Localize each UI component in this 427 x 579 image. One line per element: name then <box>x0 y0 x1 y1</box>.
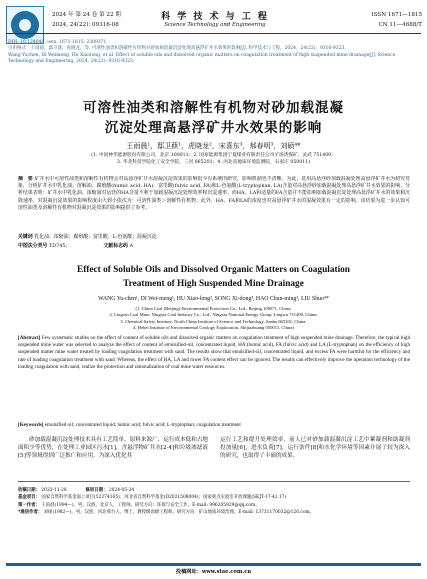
fund-label: 基金项目： <box>18 495 40 501</box>
keywords-en-label: [Keywords] <box>18 422 44 428</box>
fund-line <box>18 494 410 501</box>
doc-code-value: A <box>129 243 134 249</box>
received-line <box>18 487 410 494</box>
body-column-left: 砂加载混凝沉淀处理技术具有工艺简单、原料来源广、运行成本低和占地面积少等优势，在处理工业园区污水[1]，含悬浮物矿井水[2-4]和垃圾渗滤液[5]等领域得到广泛推广和应用。为深入优化其 <box>18 437 209 459</box>
title-cn-line2: 沉淀处理高悬浮矿井水效果的影响 <box>104 120 323 136</box>
affiliation-cn-2: 3. 华北科技学院化工安全学院，三河 065201；4. 河北省地质环境监测院，石家庄 050011) <box>116 159 311 165</box>
clc-value: TD745； <box>48 243 71 249</box>
issn: ISSN 1671—1815 <box>371 12 422 18</box>
doc-code-label: 文献标志码 <box>103 243 128 249</box>
footer-bar <box>6 563 421 566</box>
journal-name-en: Science Technology and Engineering <box>164 22 266 28</box>
affiliation-en-1: (1. China Coal (Beijing) Environmental Protection Co., Ltd., Beijing 100071, China; <box>135 306 292 311</box>
abstract-en-text: Few systematic studies on the effect of content of soluble oils and dissolved organic matters on coagulation treatment of high suspended mine drainage. Therefore, the typical high suspended mine water was selected to analyze the effect of content of emulsified-oil, concentrated liquid, HA (humic acid), FA (fulvic acid) and LA (L-tryptophan) on the efficiency of high suspended matter mine water treated by loading coagulation treatment with sand. The results show that emulsified-oil, concentrated liquid, and excess FA were harmful for the efficiency and rate of loading coagulation treatment with sand. Whereas, the effect of HA, LA and lower FA content effect can be ignored. The results can effectively improve the operation technology of the loading coagulation with sand, realize the protection and rationalization of coal mine water resources. <box>18 335 410 370</box>
clc-line <box>18 243 410 250</box>
abstract-cn-text: 矿井水中可溶性油类和溶解性有机物会对高悬浮矿井水混凝沉淀效果的影响很少有系统的研究，影响机制也不清晰。为此，选用高悬浮砂加载混凝处理高悬浮矿井水为研究对象，分析矿井水中乳化油、溶解油、腐殖酸(humic acid, HA)、富里酸(fulvic acid, FA)和L-色氨酸(L-tryptophan, LA)含量对高悬浮砂加载混凝处理高悬浮矿井水效果的影响，分析结果表明：矿井水中乳化油、浓缩油对运营的HA含量不利于加载混凝沉淀处理效率和沉淀速率。而HA、LA和适量的FA含量并不能影响加载混凝沉淀处理高悬浮矿井水的效果和沉降速率，对混凝沉淀效果的影响程度由大到小依次为：可溶性油类＞溶解性有机物；此外，HA、FA和LA的浓度也对高悬浮矿井水的混凝效果有一定的影响。该结果为进一步认知可溶性油类及溶解性有机物对混凝沉淀效果的影响提供了参考。 <box>18 176 410 211</box>
doi[interactable]: DOI: 10.12404/j. issn. 1671-1815. 2309371 <box>8 40 107 45</box>
keywords-en <box>18 422 410 429</box>
abstract-en-label: [Abstract] <box>18 335 41 341</box>
affiliation-en-3: 3. Chemical Safety Institute, North China Institute of Science and Technology, Sanhe 065201, China; <box>120 318 307 324</box>
corr-author-label: *通信作者： <box>18 510 43 516</box>
authors-en: WANG Yu-chen¹, DI Wei-meng¹, HU Xiao-long², SONG Xi-dong³, HAO Chun-ming³, LIU Shuo⁴* <box>98 296 329 302</box>
affiliation-cn-1: (1. 中国神华能源股份有限公司，北京 100011；2. 国家能源集团宁夏煤业有限责任公司羊场湾煤矿，灵武 751400； <box>91 153 336 158</box>
year-vol-issue: 2024 年 第 24 卷 第 22 期 <box>52 12 121 18</box>
first-author-text: 王雨晨(1994—)，男，汉族，北京人，工程师。研究方向：环保与安全工作。E-mail: 996205929@qq.com。 <box>41 502 260 508</box>
abstract-cn <box>18 176 410 230</box>
keywords-cn-text: 乳化油；浓缩油；腐殖酸；富里酸；L-色氨酸；混凝沉淀 <box>34 234 157 240</box>
footer-url[interactable]: 投稿网址：www.stae.com.cn <box>175 569 252 575</box>
authors-cn: 王雨晨¹，邸卫蕻¹，虎晓龙²，宋喜东³，郝春明³，刘硕⁴* <box>126 142 301 150</box>
affiliation-en-2: 2. Lingxin Coal Mine, Ningxia Coal Industry Co., Ltd., Ningxia National Energy Group, Lingwu 751400, China; <box>109 312 318 318</box>
footnotes <box>18 487 410 517</box>
abstract-cn-label: 摘 要 <box>18 176 33 182</box>
journal-name-cn: 科 学 技 术 与 工 程 <box>161 12 269 22</box>
keywords-cn-label: 关键词 <box>18 234 33 240</box>
citation-cn: 引用格式：王雨晨，邸卫蕻，虎晓龙，等. 可溶性油类和溶解性有机物对砂加载混凝沉淀处理高悬浮矿井水效果的影响[J]. 科学技术与工程，2024，24(22)：9316-9323. <box>8 46 346 52</box>
corr-author-text: 刘硕(1982—)，男，汉族，河北邢台人，博士，教授级高级工程师。研究方向：矿山地质环境治理。E-mail: 13731170032@126.com。 <box>43 510 315 516</box>
keywords-cn <box>18 234 410 241</box>
affiliation-en-4: 4. Hebei Institute of Environmental Geology Exploration, Shijiazhuang 050011, China) <box>133 325 294 331</box>
title-en-line2: Treatment of High Suspended Mine Drainage <box>123 279 304 289</box>
clc-label: 中图法分类号 <box>18 243 48 249</box>
received-label: 收稿日期： <box>18 488 40 493</box>
fund-text: 国家自然科学基金面上项目(52274165)；河北省自然科学基金(D2021508004)；国家重点实验室开放课题(SKJT-17-42.17) <box>41 495 287 501</box>
first-author-line <box>18 502 410 509</box>
corr-author-line <box>18 509 410 516</box>
title-cn-line1: 可溶性油类和溶解性有机物对砂加载混凝 <box>83 100 344 116</box>
date-pages: 2024, 24(22): 09316-08 <box>52 22 119 28</box>
cn-number: CN 11—4688/T <box>378 22 422 28</box>
received-date: 2023-11-28 <box>41 488 67 493</box>
keywords-en-text: emulsified oil; concentrated liquid; humic acid; fulvic acid; L-tryptophan; coagulation treatment <box>44 422 241 428</box>
body-column-right: 运行工艺和提升处理效率，前人已对砂加载混凝沉淀工艺中絮凝剂和助凝剂投加量[6]，进水负荷[7]，运行条件[8]和水化学环境等因素开展了较为深入的研究，也取得了丰硕的成果。 <box>220 437 410 459</box>
first-author-label: 第一作者： <box>18 502 40 508</box>
citation-en: Wang Yuchen, Di Weimeng, Hu Xiaolong, et al. Effect of soluble oils and dissolved organic matters on coagulation treatment of high suspended mine drainage[J]. Science Technology and Engineering, 2024, 24(22): 9316-9323. <box>8 52 396 64</box>
footnote-rule <box>18 481 410 482</box>
revised-date: 2024-05-24 <box>108 488 135 493</box>
header-rule <box>6 33 421 34</box>
revised-label: 修回日期： <box>85 488 108 493</box>
abstract-en <box>18 335 410 422</box>
journal-logo <box>6 6 44 44</box>
title-en-line1: Effect of Soluble Oils and Dissolved Organic Matters on Coagulation <box>77 265 350 275</box>
